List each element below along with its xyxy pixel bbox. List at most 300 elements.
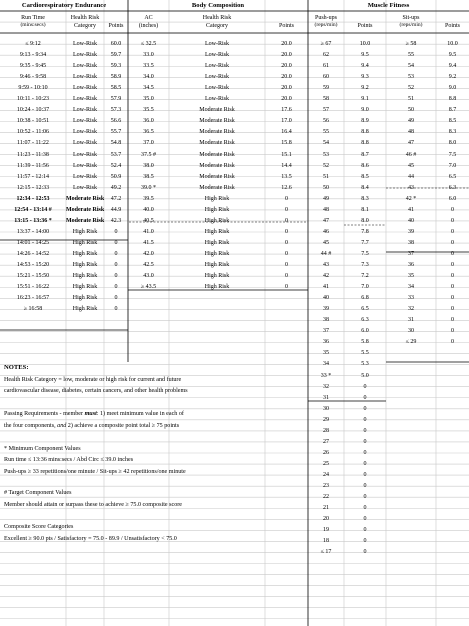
cardio-points-cell: 57.3 <box>110 107 122 114</box>
ac-value-cell: 37.5 # <box>141 151 156 158</box>
cardio-risk-header: Health Risk <box>70 15 100 21</box>
run-time-cell: 14:26 - 14:52 <box>16 250 50 257</box>
pushups-points-cell: 0 <box>363 527 367 534</box>
body-risk-cell: Low-Risk <box>205 74 229 81</box>
pushups-reps-cell: ≥ 67 <box>320 41 332 47</box>
pushups-reps-cell: 24 <box>323 471 329 478</box>
situps-reps-cell: 44 <box>408 173 414 180</box>
body-risk-cell: Moderate Risk <box>199 184 235 191</box>
cardio-risk-cell: Low-Risk <box>73 96 97 103</box>
pushups-reps-cell: 47 <box>323 217 329 224</box>
cardio-points-header: Points <box>108 23 124 29</box>
cardio-points-cell: 55.7 <box>110 129 122 136</box>
pushups-points-cell: 5.3 <box>361 361 369 368</box>
pushups-points-cell: 0 <box>363 438 367 445</box>
body-points-cell: 20.0 <box>281 85 292 92</box>
pushups-unit-header: (reps/min) <box>314 22 338 28</box>
run-time-cell: 15:51 - 16:22 <box>16 284 50 291</box>
cardio-points-cell: 53.7 <box>110 151 122 158</box>
body-risk-cell: Moderate Risk <box>199 107 235 114</box>
pushups-reps-cell: 62 <box>323 52 329 59</box>
cardio-risk-cell: Low-Risk <box>73 151 97 158</box>
pushups-points-cell: 0 <box>363 516 367 523</box>
notes-title: NOTES: <box>4 364 29 371</box>
ac-value-cell: 35.5 <box>143 107 154 114</box>
ac-value-cell: 38.0 <box>143 162 154 169</box>
situps-reps-cell: 47 <box>408 140 414 147</box>
cardio-category-header: Category <box>74 23 96 29</box>
pushups-reps-cell: 58 <box>323 96 329 103</box>
health-risk-note-line2: cardiovascular disease, diabetes, certain cancers, and other health problems <box>4 388 188 394</box>
body-risk-cell: Low-Risk <box>205 96 229 103</box>
cardio-risk-cell: High Risk <box>72 306 98 313</box>
situps-reps-cell: 33 <box>408 295 414 302</box>
situps-points-cell: 0 <box>451 250 454 257</box>
pushups-reps-cell: 38 <box>323 317 329 324</box>
cardio-points-cell: 42.3 <box>110 217 122 224</box>
body-risk-cell: Moderate Risk <box>199 173 235 180</box>
cardio-points-cell: 58.5 <box>110 85 122 92</box>
ac-value-cell: 40.0 <box>143 206 154 213</box>
situps-reps-cell: 51 <box>408 96 414 103</box>
cardio-risk-cell: Low-Risk <box>73 41 97 47</box>
cardio-risk-cell: Moderate Risk <box>66 217 105 224</box>
cardio-risk-cell: Low-Risk <box>73 129 97 136</box>
pushups-points-cell: 10.0 <box>359 41 371 47</box>
pushups-reps-cell: 44 # <box>320 250 332 257</box>
pushups-points-cell: 6.8 <box>361 295 369 302</box>
situps-points-cell: 0 <box>451 295 454 302</box>
situps-reps-cell: 42 * <box>405 195 417 202</box>
body-risk-cell: High Risk <box>204 195 230 202</box>
cardio-points-cell: 0 <box>114 239 118 246</box>
pushups-points-cell: 0 <box>363 394 367 401</box>
situps-points-cell: 9.5 <box>448 52 457 59</box>
body-points-cell: 12.6 <box>281 184 292 191</box>
pushups-header: Push-ups <box>314 15 337 21</box>
cardio-points-cell: 0 <box>114 284 118 291</box>
situps-reps-cell: 43 <box>408 184 414 191</box>
cardio-risk-cell: Low-Risk <box>73 107 97 114</box>
pushups-points-cell: 0 <box>363 505 367 512</box>
pushups-reps-cell: 45 <box>323 239 329 246</box>
pushups-reps-cell: 40 <box>323 295 329 302</box>
body-points-cell: 20.0 <box>281 74 292 81</box>
pushups-points-cell: 0 <box>363 405 367 412</box>
composite-categories-line: Excellent ≥ 90.0 pts / Satisfactory = 75.0 - 89.9 / Unsatisfactory < 75.0 <box>4 536 177 542</box>
body-points-cell: 15.1 <box>281 151 292 158</box>
run-time-unit-header: (mins:secs) <box>20 22 46 28</box>
situps-reps-cell: 46 # <box>405 151 417 158</box>
body-points-cell: 0 <box>285 239 288 246</box>
cardio-risk-cell: Moderate Risk <box>66 206 105 213</box>
body-risk-cell: High Risk <box>204 250 230 257</box>
body-points-cell: 13.5 <box>281 173 292 180</box>
body-points-cell: 0 <box>285 262 288 268</box>
pushups-points-cell: 5.8 <box>361 339 369 346</box>
ac-value-cell: 42.0 <box>143 250 154 257</box>
body-category-header: Category <box>206 23 228 29</box>
body-points-cell: 17.0 <box>281 118 292 125</box>
cardio-points-cell: 50.9 <box>110 173 122 180</box>
body-risk-header: Health Risk <box>202 15 232 21</box>
situps-reps-cell: 45 <box>408 162 414 169</box>
pushups-reps-cell: 18 <box>323 538 329 545</box>
body-points-cell: 0 <box>285 273 288 280</box>
run-time-cell: 14:01 - 14:25 <box>16 239 50 246</box>
situps-points-cell: 6.5 <box>448 173 457 180</box>
body-points-cell: 14.4 <box>281 162 292 169</box>
situps-reps-cell: 50 <box>408 107 414 114</box>
situps-points-cell: 0 <box>451 328 454 335</box>
run-time-cell: 10:24 - 10:37 <box>16 107 50 114</box>
run-time-cell: 9:13 - 9:34 <box>19 52 47 59</box>
body-risk-cell: Low-Risk <box>205 52 229 59</box>
situps-reps-cell: ≥ 58 <box>405 41 417 47</box>
body-risk-cell: High Risk <box>204 217 230 224</box>
pushups-points-cell: 5.5 <box>361 350 369 357</box>
pushups-reps-cell: 48 <box>323 206 329 213</box>
cardio-points-cell: 56.6 <box>110 118 122 125</box>
pushups-points-cell: 9.4 <box>361 63 369 70</box>
pushups-reps-cell: 32 <box>323 383 329 390</box>
ac-value-cell: 41.5 <box>143 239 154 246</box>
run-time-cell: 16:23 - 16:57 <box>16 295 50 302</box>
pushups-points-cell: 7.8 <box>361 228 369 235</box>
situps-reps-cell: 30 <box>408 328 414 335</box>
cardio-points-cell: 0 <box>114 228 118 235</box>
situps-points-cell: 9.0 <box>448 85 457 92</box>
run-time-cell: 13:15 - 13:36 * <box>14 217 52 224</box>
pushups-points-cell: 8.0 <box>361 217 369 224</box>
situps-points-cell: 0 <box>451 228 454 235</box>
body-points-cell: 20.0 <box>281 52 292 59</box>
body-risk-cell: Low-Risk <box>205 41 229 47</box>
cardio-points-cell: 58.9 <box>110 74 122 81</box>
run-time-cell: 10:11 - 10:23 <box>16 96 50 103</box>
situps-reps-cell: 48 <box>408 129 414 136</box>
body-risk-cell: High Risk <box>204 228 230 235</box>
body-points-cell: 15.8 <box>281 140 292 147</box>
pushups-reps-cell: 33 * <box>320 372 332 379</box>
pushups-reps-cell: 57 <box>323 107 329 114</box>
body-points-cell: 0 <box>285 228 288 235</box>
cardio-points-cell: 60.0 <box>110 41 122 47</box>
situps-points-cell: 9.2 <box>448 74 457 81</box>
pushups-reps-cell: 43 <box>323 262 329 268</box>
ac-value-cell: 42.5 <box>143 262 154 268</box>
cardio-risk-cell: Low-Risk <box>73 162 97 169</box>
run-time-cell: 9:46 - 9:58 <box>19 74 47 81</box>
cardio-risk-cell: High Risk <box>72 295 98 302</box>
cardio-points-cell: 0 <box>114 306 118 313</box>
body-risk-cell: High Risk <box>204 206 230 213</box>
body-risk-cell: Moderate Risk <box>199 140 235 147</box>
pushups-points-cell: 0 <box>363 549 367 556</box>
ac-value-cell: 43.0 <box>143 273 154 280</box>
minimum-values-title: * Minimum Component Values <box>4 446 81 452</box>
passing-requirements-line1: Passing Requirements - member must: 1) meet minimum value in each of <box>4 411 184 417</box>
run-time-cell: 11:39 - 11:56 <box>17 162 49 169</box>
pushups-points-cell: 6.5 <box>361 306 369 313</box>
minimum-values-line2: Push-ups ≥ 33 repetitions/one minute / Sit-ups ≥ 42 repetitions/one minute <box>4 469 186 475</box>
target-values-line: Member should attain or surpass these to achieve ≥ 75.0 composite score <box>4 502 182 508</box>
situps-points-cell: 0 <box>451 339 454 346</box>
situps-points-cell: 0 <box>451 262 454 268</box>
cardio-risk-cell: Low-Risk <box>73 173 97 180</box>
pushups-points-cell: 8.5 <box>361 173 369 180</box>
body-risk-cell: High Risk <box>204 239 230 246</box>
ac-value-cell: 38.5 <box>143 173 154 180</box>
pushups-reps-cell: 37 <box>323 328 329 335</box>
ac-value-cell: 33.5 <box>143 63 154 70</box>
situps-points-cell: 8.8 <box>448 96 457 103</box>
pushups-points-cell: 6.0 <box>361 328 369 335</box>
pushups-points-cell: 9.0 <box>361 107 369 114</box>
muscle-section-title: Muscle Fitness <box>367 2 410 9</box>
cardio-risk-cell: High Risk <box>72 250 98 257</box>
cardio-risk-cell: Low-Risk <box>73 118 97 125</box>
ac-unit-header: (inches) <box>138 23 159 29</box>
pushups-points-cell: 0 <box>363 383 367 390</box>
cardio-risk-cell: Low-Risk <box>73 63 97 70</box>
body-points-cell: 0 <box>285 250 288 257</box>
cardio-points-cell: 52.4 <box>110 162 122 169</box>
composite-categories-title: Composite Score Categories <box>4 524 74 530</box>
pushups-reps-cell: 59 <box>323 85 329 92</box>
pushups-points-cell: 9.3 <box>361 74 369 81</box>
run-time-cell: 9:35 - 9:45 <box>19 63 47 70</box>
body-section-title: Body Composition <box>191 2 245 9</box>
situps-header: Sit-ups <box>402 15 420 21</box>
situps-points-cell: 8.0 <box>448 140 457 147</box>
pushups-points-cell: 8.3 <box>361 195 369 202</box>
pushups-reps-cell: 51 <box>323 173 329 180</box>
body-points-cell: 20.0 <box>281 63 292 70</box>
situps-points-cell: 0 <box>451 217 454 224</box>
health-risk-note-line1: Health Risk Category = low, moderate or high risk for current and future <box>4 377 182 383</box>
body-points-cell: 20.0 <box>281 41 292 47</box>
pushups-points-cell: 8.7 <box>361 151 369 158</box>
cardio-points-cell: 59.3 <box>110 63 122 70</box>
body-risk-cell: Low-Risk <box>205 63 229 70</box>
situps-points-cell: 0 <box>451 306 454 313</box>
situps-points-cell: 0 <box>451 317 454 324</box>
situps-reps-cell: 37 <box>408 250 414 257</box>
pushups-reps-cell: 31 <box>323 394 329 401</box>
body-risk-cell: High Risk <box>204 262 230 268</box>
ac-value-cell: 39.0 * <box>141 184 156 191</box>
pushups-reps-cell: 27 <box>323 438 329 445</box>
cardio-points-cell: 0 <box>114 262 118 268</box>
ac-value-cell: 36.5 <box>143 129 154 136</box>
run-time-cell: 10:38 - 10:51 <box>16 118 50 125</box>
pushups-reps-cell: 20 <box>323 516 329 523</box>
situps-points-cell: 7.0 <box>448 162 457 169</box>
pushups-reps-cell: 25 <box>323 460 329 467</box>
body-risk-cell: Low-Risk <box>205 85 229 92</box>
body-risk-cell: Moderate Risk <box>199 118 235 125</box>
situps-points-cell: 0 <box>451 273 454 280</box>
run-time-cell: ≥ 16:58 <box>23 306 43 313</box>
situps-points-cell: 7.5 <box>448 151 457 158</box>
pushups-reps-cell: 60 <box>323 74 329 81</box>
pushups-reps-cell: 28 <box>323 427 329 434</box>
cardio-risk-cell: Low-Risk <box>73 140 97 147</box>
ac-header: AC <box>144 15 153 21</box>
cardio-risk-cell: High Risk <box>72 284 98 291</box>
situps-points-cell: 0 <box>451 239 454 246</box>
body-points-header: Points <box>278 23 294 29</box>
pushups-points-header: Points <box>357 23 373 29</box>
ac-value-cell: 36.0 <box>143 118 154 125</box>
run-time-cell: 15:21 - 15:50 <box>16 273 50 280</box>
pushups-reps-cell: 29 <box>323 416 329 423</box>
pushups-points-cell: 5.0 <box>361 372 369 379</box>
pushups-reps-cell: 42 <box>323 273 329 280</box>
cardio-points-cell: 54.8 <box>110 140 122 147</box>
pushups-reps-cell: 19 <box>323 527 329 534</box>
pushups-points-cell: 0 <box>363 449 367 456</box>
pushups-points-cell: 7.7 <box>361 239 369 246</box>
run-time-header: Run Time <box>21 15 45 21</box>
situps-reps-cell: 52 <box>408 85 414 92</box>
cardio-points-cell: 59.7 <box>110 52 122 59</box>
ac-value-cell: ≥ 43.5 <box>140 284 157 291</box>
body-risk-cell: Moderate Risk <box>199 129 235 136</box>
pushups-points-cell: 9.2 <box>361 85 369 92</box>
pushups-reps-cell: 21 <box>323 505 329 512</box>
situps-points-cell: 9.4 <box>448 63 457 70</box>
body-risk-cell: High Risk <box>204 273 230 280</box>
situps-points-cell: 8.3 <box>448 129 457 136</box>
pushups-points-cell: 0 <box>363 460 367 467</box>
run-time-cell: 12:54 - 13:14 # <box>14 206 52 213</box>
cardio-points-cell: 0 <box>114 295 118 302</box>
pushups-reps-cell: 50 <box>323 184 329 191</box>
pushups-reps-cell: 34 <box>323 361 329 368</box>
cardio-risk-cell: High Risk <box>72 273 98 280</box>
cardio-risk-cell: Low-Risk <box>73 85 97 92</box>
pushups-reps-cell: 52 <box>323 162 329 169</box>
pushups-reps-cell: 35 <box>323 350 329 357</box>
pushups-reps-cell: 49 <box>323 195 329 202</box>
situps-reps-cell: 34 <box>408 284 414 291</box>
pushups-reps-cell: 22 <box>323 494 329 501</box>
cardio-risk-cell: High Risk <box>72 262 98 268</box>
situps-points-cell: 0 <box>451 284 454 291</box>
pushups-points-cell: 6.3 <box>361 317 369 324</box>
situps-points-cell: 6.0 <box>448 195 457 202</box>
pushups-reps-cell: 26 <box>323 449 329 456</box>
situps-reps-cell: 32 <box>408 306 414 313</box>
pushups-reps-cell: 23 <box>323 483 329 489</box>
pushups-reps-cell: 53 <box>323 151 329 158</box>
pushups-points-cell: 0 <box>363 494 367 501</box>
body-points-cell: 0 <box>285 195 288 202</box>
situps-reps-cell: 54 <box>408 63 414 70</box>
situps-unit-header: (reps/min) <box>399 22 423 28</box>
run-time-cell: 14:53 - 15:20 <box>16 262 50 268</box>
situps-points-header: Points <box>444 23 460 29</box>
ac-value-cell: 34.5 <box>143 85 154 92</box>
body-points-cell: 16.4 <box>281 129 292 136</box>
situps-reps-cell: 41 <box>408 206 414 213</box>
run-time-cell: 10:52 - 11:06 <box>16 129 50 136</box>
ac-value-cell: 40.5 <box>143 217 154 224</box>
body-points-cell: 20.0 <box>281 96 292 103</box>
pushups-reps-cell: 41 <box>323 284 329 291</box>
passing-requirements-line2: the four components, and 2) achieve a composite point total ≥ 75 points <box>4 423 180 429</box>
pushups-points-cell: 0 <box>363 471 367 478</box>
pushups-reps-cell: 36 <box>323 339 329 346</box>
situps-points-cell: 8.5 <box>448 118 457 125</box>
pushups-reps-cell: 54 <box>323 140 329 147</box>
situps-reps-cell: 31 <box>408 317 414 324</box>
pushups-points-cell: 9.1 <box>361 96 369 103</box>
pushups-reps-cell: 46 <box>323 228 329 235</box>
situps-points-cell: 10.0 <box>447 41 458 47</box>
situps-reps-cell: 38 <box>408 239 414 246</box>
pushups-reps-cell: 39 <box>323 306 329 313</box>
cardio-points-cell: 57.9 <box>110 96 122 103</box>
target-values-title: # Target Component Values <box>4 490 72 496</box>
cardio-risk-cell: Low-Risk <box>73 184 97 191</box>
run-time-cell: 12:34 - 12:53 <box>16 195 50 202</box>
ac-value-cell: 41.0 <box>143 228 154 235</box>
cardio-points-cell: 47.2 <box>110 195 122 202</box>
situps-points-cell: 0 <box>451 206 454 213</box>
cardio-section-title: Cardiorespiratory Endurance <box>21 2 107 9</box>
run-time-cell: 13:37 - 14:00 <box>16 228 50 235</box>
pushups-points-cell: 7.0 <box>361 284 369 291</box>
pushups-points-cell: 0 <box>363 416 367 423</box>
ac-value-cell: 33.0 <box>143 52 154 59</box>
situps-reps-cell: 40 <box>408 217 414 224</box>
body-points-cell: 0 <box>285 284 288 291</box>
pushups-points-cell: 9.5 <box>361 52 369 59</box>
cardio-risk-cell: High Risk <box>72 239 98 246</box>
body-points-cell: 17.6 <box>281 107 292 114</box>
minimum-values-line1: Run time ≤ 13:36 mins:secs / Abd Circ ≤ 39.0 inches <box>4 457 134 463</box>
cardio-risk-cell: Moderate Risk <box>66 195 105 202</box>
situps-reps-cell: 53 <box>408 74 414 81</box>
run-time-cell: 12:15 - 12:33 <box>16 184 50 191</box>
ac-value-cell: 35.0 <box>143 96 154 103</box>
situps-points-cell: 6.3 <box>448 184 457 191</box>
cardio-points-cell: 49.2 <box>110 184 122 191</box>
pushups-reps-cell: 30 <box>323 405 329 412</box>
run-time-cell: 11:23 - 11:38 <box>17 151 49 158</box>
pushups-points-cell: 8.8 <box>361 140 369 147</box>
run-time-cell: 11:57 - 12:14 <box>16 173 50 180</box>
pushups-points-cell: 7.3 <box>361 262 369 268</box>
run-time-cell: 9:59 - 10:10 <box>18 85 48 92</box>
run-time-cell: ≤ 9:12 <box>25 41 41 47</box>
body-risk-cell: Moderate Risk <box>199 151 235 158</box>
situps-points-cell: 8.7 <box>448 107 457 114</box>
cardio-points-cell: 0 <box>114 273 118 280</box>
pushups-reps-cell: 55 <box>323 129 329 136</box>
pushups-points-cell: 8.9 <box>361 118 369 125</box>
ac-value-cell: 34.0 <box>143 74 154 81</box>
pushups-points-cell: 0 <box>363 538 367 545</box>
situps-reps-cell: 35 <box>408 273 414 280</box>
body-risk-cell: High Risk <box>204 284 230 291</box>
pushups-points-cell: 7.5 <box>361 250 369 257</box>
pushups-points-cell: 8.8 <box>361 129 369 136</box>
cardio-risk-cell: Low-Risk <box>73 52 97 59</box>
